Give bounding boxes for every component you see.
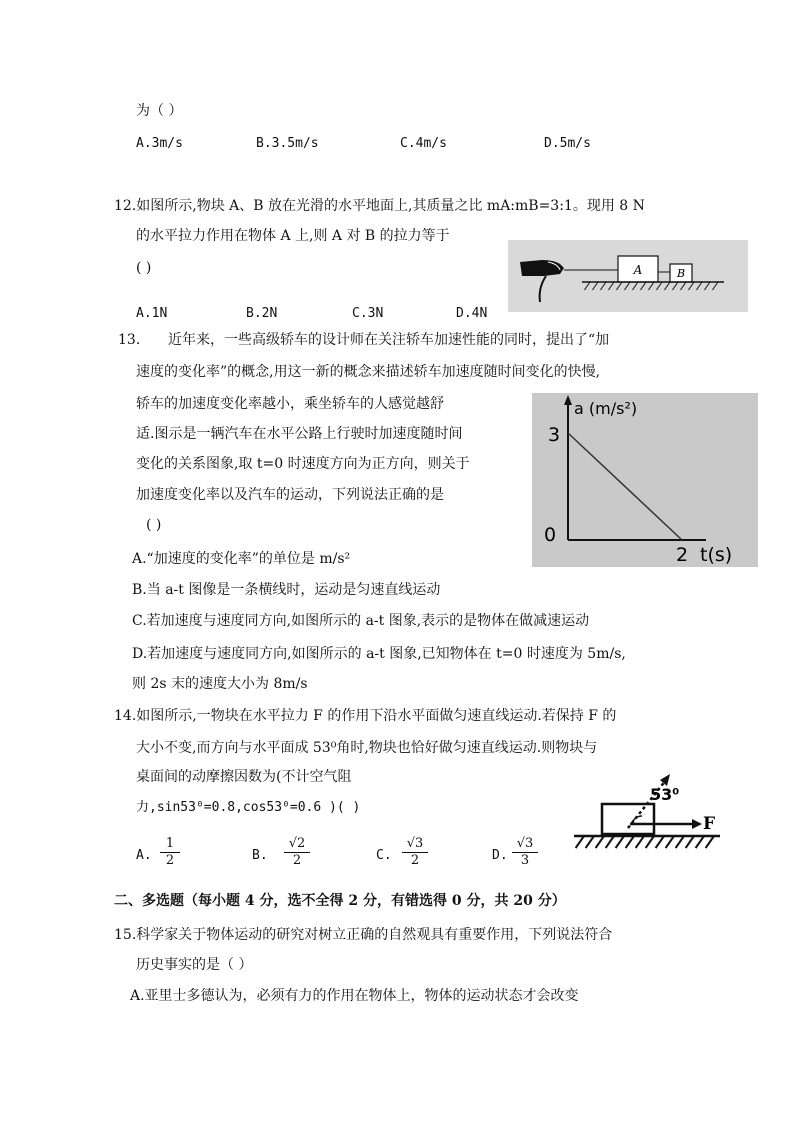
- fraction-numerator: √3: [406, 836, 424, 851]
- hatch-mark: [596, 836, 604, 848]
- q13-line3: 轿车的加速度变化率越小，乘坐轿车的人感觉越舒: [136, 396, 444, 412]
- q13-number: 13.: [118, 332, 141, 348]
- hatch-mark: [656, 836, 664, 848]
- q13-line5: 变化的关系图象,取 t=0 时速度方向为正方向，则关于: [136, 456, 470, 472]
- q12-line1: 12.如图所示,物块 A、B 放在光滑的水平地面上,其质量之比 mA:mB=3:1。现用 8 N: [114, 198, 645, 214]
- y-axis-label: a (m/s²): [574, 399, 638, 418]
- origin-label: 0: [543, 524, 557, 546]
- q13-option-d: D.若加速度与速度同方向,如图所示的 a-t 图象,已知物体在 t=0 时速度为 5m/s,: [132, 646, 626, 662]
- q11-option-b: B.3.5m/s: [256, 136, 319, 151]
- q12-pulling-figure: [508, 240, 748, 312]
- horizontal-force-arrow-icon: [692, 819, 702, 829]
- hatch-mark: [696, 836, 704, 848]
- hatch-mark: [636, 836, 644, 848]
- q11-option-c: C.4m/s: [400, 136, 447, 151]
- q14-option-a-label: A.: [136, 848, 152, 863]
- q14-option-d-label: D.: [492, 848, 508, 863]
- q11-option-d: D.5m/s: [544, 136, 591, 151]
- q12-option-c: C.3N: [352, 306, 384, 321]
- angle-label: 53⁰: [650, 785, 680, 804]
- hatch-mark: [586, 836, 594, 848]
- fraction-denominator: 3: [512, 852, 538, 869]
- q13-at-graph: [532, 393, 758, 567]
- q14-force-figure: [570, 762, 724, 854]
- force-label: F: [703, 814, 716, 834]
- q14-option-a-fraction: [160, 836, 180, 869]
- q15-line2: 历史事实的是（ ）: [136, 957, 253, 973]
- block-a-label: A: [633, 263, 643, 277]
- block: [602, 804, 654, 834]
- q14-option-c-fraction: [402, 836, 428, 869]
- fraction-numerator: 1: [165, 836, 175, 851]
- section2-heading: 二、多选题（每小题 4 分，选不全得 2 分，有错选得 0 分，共 20 分）: [114, 893, 566, 909]
- q15-line1: 15.科学家关于物体运动的研究对树立正确的自然观具有重要作用，下列说法符合: [114, 927, 613, 943]
- q12-option-a: A.1N: [136, 306, 168, 321]
- fraction-numerator: √2: [288, 836, 306, 851]
- block-b-label: B: [676, 267, 686, 280]
- q13-line4: 适.图示是一辆汽车在水平公路上行驶时加速度随时间: [136, 426, 463, 442]
- q14-line2: 大小不变,而方向与水平面成 53⁰角时,物块也恰好做匀速直线运动.则物块与: [136, 740, 598, 756]
- q14-line4: 力,sin53⁰=0.8,cos53⁰=0.6 )( ): [136, 800, 361, 815]
- q15-option-a: A.亚里士多德认为，必须有力的作用在物体上，物体的运动状态才会改变: [130, 988, 579, 1004]
- hatch-mark: [666, 836, 674, 848]
- ground-hatch: [576, 836, 714, 848]
- q13-line7: ( ): [146, 517, 162, 533]
- x-tick-2: 2: [675, 544, 689, 566]
- y-tick-3: 3: [547, 424, 561, 446]
- q12-option-d: D.4N: [456, 306, 488, 321]
- q12-option-b: B.2N: [246, 306, 278, 321]
- q14-option-d-fraction: [512, 836, 538, 869]
- fraction-denominator: 2: [160, 852, 180, 869]
- q13-line2: 速度的变化率”的概念,用这一新的概念来描述轿车加速度随时间变化的快慢,: [136, 364, 601, 380]
- fraction-denominator: 2: [402, 852, 428, 869]
- hatch-mark: [626, 836, 634, 848]
- q12-line2: 的水平拉力作用在物体 A 上,则 A 对 B 的拉力等于: [136, 228, 450, 244]
- q13-option-d-cont: 则 2s 末的速度大小为 8m/s: [132, 676, 308, 692]
- q11-tail: 为（ ）: [136, 103, 183, 119]
- q11-option-a: A.3m/s: [136, 136, 183, 151]
- q14-option-c-label: C.: [376, 848, 392, 863]
- hatch-mark: [686, 836, 694, 848]
- hatch-mark: [676, 836, 684, 848]
- fraction-numerator: √3: [516, 836, 534, 851]
- fraction-denominator: 2: [284, 852, 310, 869]
- hatch-mark: [706, 836, 714, 848]
- x-axis-label: t(s): [700, 544, 733, 566]
- q13-line6: 加速度变化率以及汽车的运动，下列说法正确的是: [136, 487, 444, 503]
- q14-line1: 14.如图所示,一物块在水平拉力 F 的作用下沿水平面做匀速直线运动.若保持 F 的: [114, 708, 617, 724]
- hatch-mark: [616, 836, 624, 848]
- q13-option-c: C.若加速度与速度同方向,如图所示的 a-t 图象,表示的是物体在做减速运动: [132, 613, 590, 629]
- q14-option-b-fraction: [284, 836, 310, 869]
- q12-line3: ( ): [136, 260, 152, 276]
- q13-line1: 近年来，一些高级轿车的设计师在关注轿车加速性能的同时，提出了“加: [168, 332, 610, 348]
- q13-option-a: A.“加速度的变化率”的单位是 m/s²: [132, 551, 351, 567]
- q14-option-b-label: B.: [252, 848, 268, 863]
- q14-line3: 桌面间的动摩擦因数为(不计空气阻: [136, 769, 352, 785]
- hatch-mark: [646, 836, 654, 848]
- q13-option-b: B.当 a-t 图像是一条横线时，运动是匀速直线运动: [132, 582, 441, 598]
- hatch-mark: [576, 836, 584, 848]
- hatch-mark: [606, 836, 614, 848]
